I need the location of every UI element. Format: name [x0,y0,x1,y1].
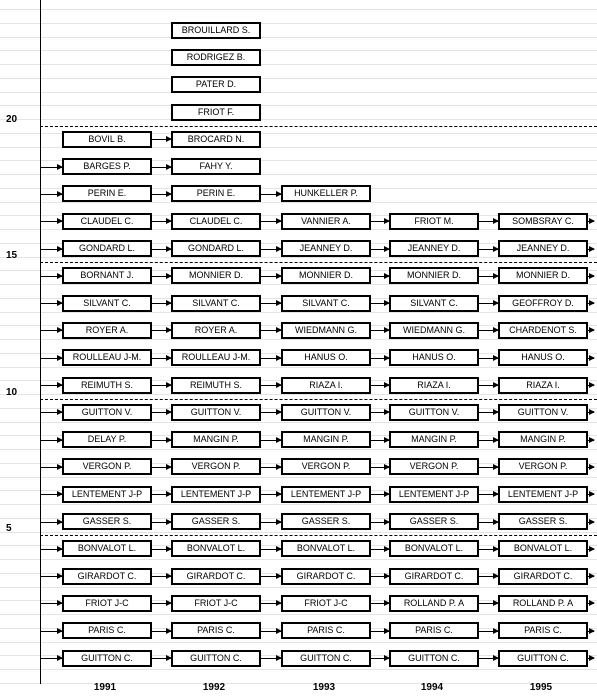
name-box: ROYER A. [171,322,261,339]
name-box: LENTEMENT J-P [389,486,479,503]
connector-arrow [479,221,498,222]
name-box: REIMUTH S. [62,377,152,394]
connector-arrow [152,358,171,359]
name-box: WIEDMANN G. [389,322,479,339]
connector-arrow [261,358,281,359]
name-box: LENTEMENT J-P [171,486,261,503]
name-box: GEOFFROY D. [498,295,588,312]
name-box: LENTEMENT J-P [62,486,152,503]
connector-arrow [41,549,62,550]
grid-line [0,64,597,65]
name-box: WIEDMANN G. [281,322,371,339]
grid-line [0,449,597,450]
connector-arrow [371,549,389,550]
name-box: BOVIL B. [62,131,152,148]
name-box: RIAZA I. [389,377,479,394]
name-box: GUITTON V. [389,404,479,421]
connector-arrow [41,412,62,413]
name-box: SILVANT C. [281,295,371,312]
connector-arrow [261,522,281,523]
connector-arrow [152,139,171,140]
name-box: PARIS C. [389,622,479,639]
connector-arrow [152,412,171,413]
connector-arrow [371,603,389,604]
year-label: 1995 [529,682,553,693]
grid-line [0,9,597,10]
connector-arrow [41,221,62,222]
connector-arrow [588,603,594,604]
name-box: BONVALOT L. [281,540,371,557]
name-box: BONVALOT L. [498,540,588,557]
connector-arrow [261,303,281,304]
connector-arrow [371,631,389,632]
name-box: GASSER S. [62,513,152,530]
name-box: JEANNEY D. [281,240,371,257]
name-box: VERGON P. [171,458,261,475]
connector-arrow [588,330,594,331]
connector-arrow [152,467,171,468]
name-box: JEANNEY D. [389,240,479,257]
connector-arrow [152,440,171,441]
connector-arrow [371,522,389,523]
name-box: GUITTON C. [281,650,371,667]
connector-arrow [588,576,594,577]
name-box: RIAZA I. [498,377,588,394]
y-tick-label: 15 [6,250,18,261]
name-box: ROLLAND P. A [389,595,479,612]
grid-line [0,559,597,560]
tier-separator [40,126,597,127]
name-box: GUITTON C. [171,650,261,667]
connector-arrow [152,658,171,659]
name-box: FRIOT M. [389,213,479,230]
grid-line [0,587,597,588]
name-box: MANGIN P. [171,431,261,448]
connector-arrow [479,494,498,495]
connector-arrow [371,494,389,495]
connector-arrow [588,631,594,632]
connector-arrow [152,221,171,222]
name-box: MANGIN P. [389,431,479,448]
name-box: VERGON P. [498,458,588,475]
connector-arrow [152,576,171,577]
connector-arrow [479,385,498,386]
connector-arrow [152,276,171,277]
name-box: PARIS C. [281,622,371,639]
name-box: MONNIER D. [281,267,371,284]
connector-arrow [588,249,594,250]
connector-arrow [261,412,281,413]
connector-arrow [152,385,171,386]
grid-line [0,642,597,643]
grid-line [0,284,597,285]
name-box: LENTEMENT J-P [498,486,588,503]
name-box: GASSER S. [498,513,588,530]
grid-line [0,367,597,368]
connector-arrow [261,603,281,604]
y-tick-label: 10 [6,387,18,398]
connector-arrow [479,249,498,250]
connector-arrow [152,194,171,195]
year-label: 1993 [312,682,336,693]
connector-arrow [41,167,62,168]
connector-arrow [479,631,498,632]
connector-arrow [41,276,62,277]
connector-arrow [41,358,62,359]
name-box: GONDARD L. [62,240,152,257]
connector-arrow [479,412,498,413]
connector-arrow [152,494,171,495]
grid-line [0,119,597,120]
grid-line [0,78,597,79]
name-box: VERGON P. [62,458,152,475]
tier-separator [40,262,597,263]
connector-arrow [261,330,281,331]
connector-arrow [588,221,594,222]
grid-line [0,669,597,670]
grid-line [0,105,597,106]
name-box: GASSER S. [389,513,479,530]
name-box: HUNKELLER P. [281,185,371,202]
connector-arrow [371,467,389,468]
connector-arrow [588,549,594,550]
name-box: REIMUTH S. [171,377,261,394]
name-box: BONVALOT L. [171,540,261,557]
name-box: PERIN E. [171,185,261,202]
name-box: CLAUDEL C. [171,213,261,230]
connector-arrow [261,467,281,468]
connector-arrow [41,330,62,331]
connector-arrow [479,549,498,550]
name-box: GIRARDOT C. [498,568,588,585]
grid-line [0,339,597,340]
name-box: MANGIN P. [498,431,588,448]
year-label: 1994 [420,682,444,693]
name-box: ROLLAND P. A [498,595,588,612]
connector-arrow [41,440,62,441]
connector-arrow [371,576,389,577]
grid-line [0,394,597,395]
connector-arrow [41,303,62,304]
connector-arrow [261,221,281,222]
name-box: DELAY P. [62,431,152,448]
tier-separator [40,535,597,536]
connector-arrow [479,330,498,331]
connector-arrow [371,330,389,331]
connector-arrow [588,522,594,523]
name-box: SILVANT C. [62,295,152,312]
name-box: HANUS O. [281,349,371,366]
connector-arrow [41,631,62,632]
connector-arrow [41,522,62,523]
connector-arrow [152,549,171,550]
name-box: MONNIER D. [498,267,588,284]
name-box: MANGIN P. [281,431,371,448]
name-box: PARIS C. [498,622,588,639]
name-box: VERGON P. [281,458,371,475]
name-box: RIAZA I. [281,377,371,394]
connector-arrow [261,549,281,550]
connector-arrow [261,194,281,195]
connector-arrow [261,494,281,495]
connector-arrow [371,358,389,359]
connector-arrow [261,440,281,441]
name-box: ROYER A. [62,322,152,339]
name-box: SOMBSRAY C. [498,213,588,230]
grid-line [0,312,597,313]
name-box: RODRIGEZ B. [171,49,261,66]
y-tick-label: 5 [6,523,12,534]
name-box: CHARDENOT S. [498,322,588,339]
name-box: MONNIER D. [389,267,479,284]
name-box: GASSER S. [171,513,261,530]
name-box: BORNANT J. [62,267,152,284]
name-box: PATER D. [171,76,261,93]
connector-arrow [588,658,594,659]
name-box: BROCARD N. [171,131,261,148]
connector-arrow [41,576,62,577]
connector-arrow [152,522,171,523]
name-box: FRIOT J-C [171,595,261,612]
connector-arrow [479,522,498,523]
connector-arrow [152,631,171,632]
connector-arrow [588,385,594,386]
name-box: GUITTON C. [498,650,588,667]
connector-arrow [479,440,498,441]
name-box: FRIOT F. [171,104,261,121]
connector-arrow [261,385,281,386]
connector-arrow [588,467,594,468]
connector-arrow [41,249,62,250]
name-box: HANUS O. [498,349,588,366]
connector-arrow [479,303,498,304]
connector-arrow [261,276,281,277]
name-box: GASSER S. [281,513,371,530]
connector-arrow [479,658,498,659]
connector-arrow [371,412,389,413]
name-box: GUITTON V. [498,404,588,421]
y-axis-line [40,0,41,684]
connector-arrow [41,194,62,195]
name-box: VERGON P. [389,458,479,475]
connector-arrow [588,494,594,495]
name-box: GIRARDOT C. [171,568,261,585]
name-box: PERIN E. [62,185,152,202]
grid-line [0,532,597,533]
connector-arrow [371,303,389,304]
connector-arrow [588,276,594,277]
connector-arrow [588,440,594,441]
grid-line [0,37,597,38]
connector-arrow [41,385,62,386]
name-box: GUITTON V. [171,404,261,421]
grid-line [0,257,597,258]
name-box: ROULLEAU J-M. [171,349,261,366]
grid-line [0,477,597,478]
connector-arrow [479,358,498,359]
name-box: VANNIER A. [281,213,371,230]
name-box: GIRARDOT C. [389,568,479,585]
tier-separator [40,399,597,400]
connector-arrow [588,412,594,413]
connector-arrow [41,603,62,604]
connector-arrow [479,576,498,577]
name-box: GIRARDOT C. [62,568,152,585]
connector-arrow [152,167,171,168]
connector-arrow [152,330,171,331]
connector-arrow [371,440,389,441]
name-box: FRIOT J-C [62,595,152,612]
name-box: BONVALOT L. [389,540,479,557]
grid-line [0,50,597,51]
connector-arrow [261,631,281,632]
connector-arrow [371,221,389,222]
grid-line [0,614,597,615]
name-box: BARGES P. [62,158,152,175]
connector-arrow [371,385,389,386]
name-box: GUITTON V. [62,404,152,421]
connector-arrow [261,576,281,577]
name-box: BONVALOT L. [62,540,152,557]
name-box: BROUILLARD S. [171,22,261,39]
connector-arrow [152,303,171,304]
name-box: ROULLEAU J-M. [62,349,152,366]
name-box: FAHY Y. [171,158,261,175]
connector-arrow [371,276,389,277]
connector-arrow [479,467,498,468]
name-box: GUITTON V. [281,404,371,421]
year-label: 1991 [93,682,117,693]
connector-arrow [588,303,594,304]
name-box: LENTEMENT J-P [281,486,371,503]
name-box: HANUS O. [389,349,479,366]
name-box: MONNIER D. [171,267,261,284]
name-box: JEANNEY D. [498,240,588,257]
connector-arrow [152,603,171,604]
year-label: 1992 [202,682,226,693]
connector-arrow [41,658,62,659]
name-box: GUITTON C. [389,650,479,667]
name-box: PARIS C. [171,622,261,639]
name-box: PARIS C. [62,622,152,639]
connector-arrow [152,249,171,250]
connector-arrow [261,249,281,250]
connector-arrow [371,658,389,659]
name-box: GUITTON C. [62,650,152,667]
grid-line [0,202,597,203]
grid-line [0,422,597,423]
grid-line [0,504,597,505]
connector-arrow [261,658,281,659]
name-box: GIRARDOT C. [281,568,371,585]
y-tick-label: 20 [6,114,18,125]
name-box: SILVANT C. [171,295,261,312]
name-box: GONDARD L. [171,240,261,257]
name-box: FRIOT J-C [281,595,371,612]
connector-arrow [588,358,594,359]
connector-arrow [479,603,498,604]
name-box: SILVANT C. [389,295,479,312]
connector-arrow [41,494,62,495]
name-box: CLAUDEL C. [62,213,152,230]
grid-line [0,23,597,24]
connector-arrow [479,276,498,277]
connector-arrow [41,467,62,468]
connector-arrow [371,249,389,250]
grid-line [0,92,597,93]
